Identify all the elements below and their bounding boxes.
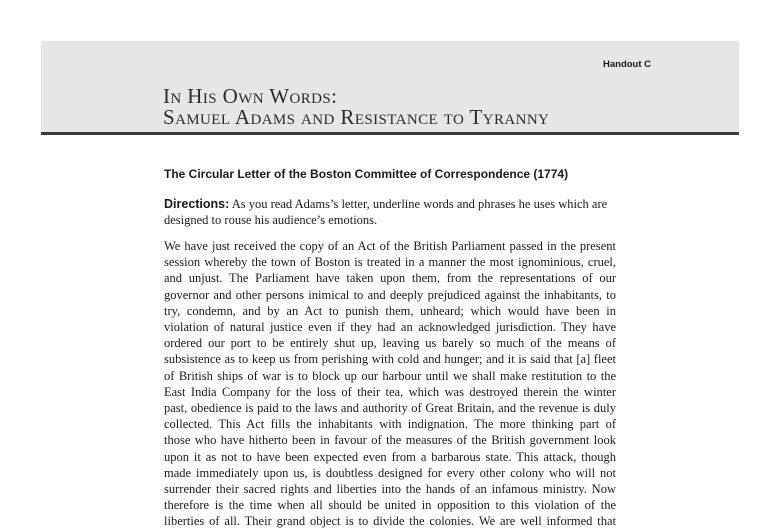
body-line: made immediately upon us, is doubtless designed for every other colony who will not	[164, 465, 616, 480]
handout-label: Handout C	[603, 59, 652, 70]
body-line: violation of natural justice even if they had an acknowledged jurisdiction. They have	[164, 320, 616, 335]
body-line: of British ships of war is to block up our harbour until we shall make restitution to the	[164, 368, 616, 383]
body-line: and unjust. The Parliament have taken upon them, from the representations of our	[164, 271, 616, 286]
body-line: governor and other persons inimical to and deeply prejudiced against the inhabitants, to	[164, 287, 616, 302]
page-title	[163, 86, 549, 128]
body-line: surrender their sacred rights and liberties into the hands of an infamous ministry. Now	[164, 482, 616, 497]
letter-heading: The Circular Letter of the Boston Committee of Correspondence (1774)	[164, 167, 569, 181]
body-line: liberties of all. Their grand object is to divide the colonies. We are well informed that	[164, 514, 616, 529]
body-line: past, obedience is paid to the laws and authority of Great Britain, and the revenue is duly	[164, 401, 616, 416]
body-line: those who have hitherto been in favour of the measures of the British government look	[164, 433, 616, 448]
body-line: therefore is the time when all should be united in opposition to this violation of the	[164, 498, 616, 513]
body-line: session whereby the town of Boston is treated in a manner the most ignominious, cruel,	[164, 255, 616, 270]
body-line: collected. This Act fills the inhabitants with indignation. The more thinking part of	[164, 417, 616, 432]
body-line: We have just received the copy of an Act of the British Parliament passed in the present	[164, 239, 616, 253]
directions-text: As you read Adams’s letter, underline words and phrases he uses which are designed to rouse his audience’s emotions.	[164, 197, 608, 228]
letter-body	[164, 238, 616, 530]
body-line: try, condemn, and by an Act to punish them, unheard; which would have been in	[164, 303, 616, 318]
body-line: upon it as not to have been expected even from a barbarous state. This attack, though	[164, 449, 616, 464]
body-line: ordered our port to be entirely shut up, leaving us barely so much of the means of	[164, 336, 616, 351]
body-line: subsistence as to keep us from perishing with cold and hunger; and it is said that [a] fleet	[164, 352, 616, 367]
directions-label: Directions:	[164, 197, 230, 211]
title-line-1: In His Own Words:	[163, 84, 338, 108]
body-line: East India Company for the loss of their tea, which was destroyed therein the winter	[164, 384, 616, 399]
directions	[164, 196, 616, 228]
header-rule	[41, 132, 739, 135]
title-line-2: Samuel Adams and Resistance to Tyranny	[163, 105, 550, 129]
